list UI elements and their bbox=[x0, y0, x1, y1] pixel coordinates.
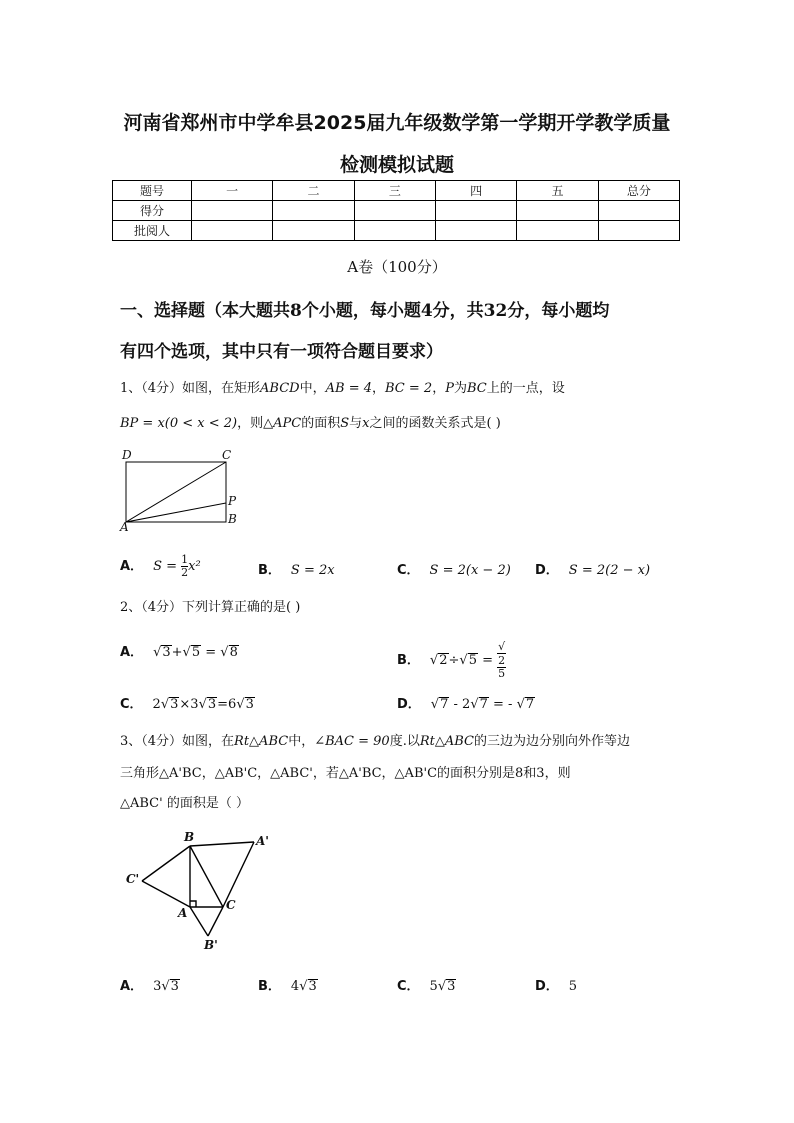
score-input-cell[interactable] bbox=[435, 221, 516, 241]
option-math: x² bbox=[188, 559, 201, 574]
volume-label: A卷（100分） bbox=[347, 258, 447, 276]
q3-stem-line2: 三角形△A'BC，△AB'C，△ABC'，若△A'BC，△AB'C的面积分别是8和3，则 bbox=[120, 766, 571, 781]
table-cell: 四 bbox=[435, 181, 516, 201]
score-input-cell[interactable] bbox=[354, 201, 435, 221]
q1-math: S bbox=[340, 416, 350, 431]
table-cell: 五 bbox=[517, 181, 598, 201]
q3-math: Rt△ABC bbox=[419, 734, 474, 749]
q1-math: APC bbox=[273, 416, 302, 431]
point-label-b: B bbox=[228, 512, 237, 526]
q3-option-c[interactable]: C． 5√3 bbox=[397, 979, 456, 994]
radicand: 2 bbox=[439, 653, 448, 668]
right-angle-mark bbox=[190, 901, 196, 907]
q1-text: 上的一点，设 bbox=[486, 381, 565, 396]
score-input-cell[interactable] bbox=[435, 201, 516, 221]
doc-title-line2: 检测模拟试题 bbox=[339, 154, 454, 176]
point-label-a-prime: A' bbox=[256, 834, 269, 848]
q1-text: 为 bbox=[453, 381, 467, 396]
score-input-cell[interactable] bbox=[192, 201, 273, 221]
q1-math: ABCD bbox=[260, 381, 300, 396]
score-table bbox=[112, 180, 680, 241]
radicand: 3 bbox=[162, 645, 171, 660]
radicand: 3 bbox=[207, 697, 217, 712]
operator: + bbox=[171, 645, 183, 660]
table-cell: 批阅人 bbox=[113, 221, 192, 241]
q2-stem: 2、（4分）下列计算正确的是( ) bbox=[120, 600, 301, 615]
q1-option-c[interactable] bbox=[397, 559, 511, 578]
q1-math: AB = 4 bbox=[325, 381, 372, 396]
q1-text: ， bbox=[372, 381, 386, 396]
q3-text: 度.以 bbox=[389, 734, 420, 749]
q3-text: 中， bbox=[288, 734, 315, 749]
operator: ÷ bbox=[448, 653, 460, 668]
option-math: S = bbox=[153, 559, 177, 574]
reviewer-row bbox=[113, 221, 680, 241]
point-label-d: D bbox=[122, 448, 132, 462]
segment-b1c bbox=[208, 907, 223, 936]
q3-math: ∠BAC = 90 bbox=[314, 734, 390, 749]
option-value: 5 bbox=[568, 979, 578, 994]
coefficient: 2 bbox=[152, 697, 161, 712]
segment-bc1 bbox=[142, 846, 190, 881]
coefficient: 5 bbox=[429, 979, 438, 994]
option-math: S = 2(2 − x) bbox=[568, 563, 651, 578]
radicand: 7 bbox=[440, 697, 449, 712]
point-label-c: C bbox=[226, 898, 236, 912]
q1-text: ， bbox=[432, 381, 446, 396]
option-letter: D． bbox=[535, 563, 559, 578]
option-letter: A． bbox=[120, 979, 144, 994]
operator: ×3 bbox=[179, 697, 199, 712]
option-letter: D． bbox=[397, 697, 421, 712]
point-label-a: A bbox=[120, 520, 129, 534]
q1-text: 的面积 bbox=[301, 416, 341, 431]
option-math: S = 2(x − 2) bbox=[429, 563, 511, 578]
q1-option-a[interactable] bbox=[120, 554, 201, 579]
q1-figure bbox=[116, 446, 246, 536]
q2-option-c[interactable]: C． 2√3×3√3=6√3 bbox=[120, 697, 254, 712]
option-letter: B． bbox=[397, 653, 420, 668]
radicand: 3 bbox=[447, 979, 456, 994]
q1-math: x bbox=[362, 416, 370, 431]
q2-option-a[interactable]: A． √3+√5 = √8 bbox=[120, 645, 238, 660]
score-input-cell[interactable] bbox=[598, 221, 679, 241]
score-input-cell[interactable] bbox=[354, 221, 435, 241]
option-letter: B． bbox=[258, 563, 281, 578]
segment-ab1 bbox=[190, 907, 208, 936]
coefficient: 4 bbox=[290, 979, 300, 994]
fraction-denominator: 5 bbox=[498, 667, 506, 680]
radicand: 8 bbox=[229, 645, 238, 660]
point-label-a: A bbox=[178, 906, 188, 920]
score-input-cell[interactable] bbox=[273, 201, 354, 221]
section1-line1: 一、选择题（本大题共8个小题，每小题4分，共32分，每小题均 bbox=[120, 301, 610, 321]
q1-option-b[interactable] bbox=[258, 559, 335, 578]
q3-figure bbox=[120, 826, 280, 956]
point-label-c-prime: C' bbox=[126, 872, 140, 886]
radicand: 5 bbox=[191, 645, 201, 660]
q3-text: 3、（4分）如图，在 bbox=[120, 734, 235, 749]
fraction-numerator: √ 2 bbox=[498, 640, 506, 667]
radicand: 3 bbox=[170, 979, 179, 994]
q3-stem-line1 bbox=[120, 730, 630, 749]
score-input-cell[interactable] bbox=[517, 221, 598, 241]
table-cell: 三 bbox=[354, 181, 435, 201]
q1-text: 中， bbox=[299, 381, 326, 396]
q1-text: 1、（4分）如图，在矩形 bbox=[120, 381, 261, 396]
option-letter: C． bbox=[397, 563, 420, 578]
q3-stem-line3: △ABC' 的面积是（ ） bbox=[120, 796, 249, 811]
radicand: 7 bbox=[525, 697, 535, 712]
radicand: 3 bbox=[245, 697, 254, 712]
q1-math: P bbox=[445, 381, 454, 396]
q1-stem-line1 bbox=[120, 377, 565, 396]
operator: =6 bbox=[217, 697, 237, 712]
q3-text: 的三边为边分别向外作等边 bbox=[473, 734, 630, 749]
score-input-cell[interactable] bbox=[273, 221, 354, 241]
q1-text: 之间的函数关系式是( ) bbox=[369, 416, 501, 431]
q1-option-d[interactable] bbox=[535, 559, 650, 578]
radicand: 3 bbox=[170, 697, 179, 712]
q1-math: BC bbox=[466, 381, 487, 396]
q1-text: 与 bbox=[349, 416, 363, 431]
point-label-c: C bbox=[222, 448, 232, 462]
option-letter: C． bbox=[120, 697, 143, 712]
doc-title-line1: 河南省郑州市中学牟县2025届九年级数学第一学期开学教学质量 bbox=[123, 112, 671, 134]
q1-text: ，则△ bbox=[237, 416, 274, 431]
q3-option-d[interactable] bbox=[535, 975, 577, 994]
radicand: 7 bbox=[479, 697, 488, 712]
radicand: 5 bbox=[468, 653, 477, 668]
option-letter: B． bbox=[258, 979, 281, 994]
operator: = bbox=[205, 645, 217, 660]
table-cell: 一 bbox=[192, 181, 273, 201]
radicand: 2 bbox=[498, 654, 506, 667]
point-label-b: B bbox=[184, 830, 195, 844]
operator: = - bbox=[488, 697, 513, 712]
option-math: S = 2x bbox=[290, 563, 335, 578]
coefficient: 3 bbox=[153, 979, 162, 994]
fraction bbox=[497, 641, 506, 680]
score-table-header-row bbox=[113, 181, 680, 201]
operator: - 2 bbox=[449, 697, 471, 712]
option-letter: A． bbox=[120, 559, 144, 574]
option-letter: D． bbox=[535, 979, 559, 994]
section1-line2: 有四个选项，其中只有一项符合题目要求） bbox=[120, 342, 443, 362]
q2-option-b[interactable]: B． √2÷√5 = √ 2 5 bbox=[397, 640, 506, 680]
table-cell: 二 bbox=[273, 181, 354, 201]
segment-bc bbox=[190, 846, 223, 907]
q3-option-b[interactable]: B． 4√3 bbox=[258, 979, 317, 994]
fraction-numerator: 1 bbox=[181, 553, 189, 566]
q1-math: BC = 2 bbox=[385, 381, 433, 396]
radicand: 3 bbox=[308, 979, 317, 994]
option-letter: A． bbox=[120, 645, 144, 660]
option-letter: C． bbox=[397, 979, 420, 994]
q2-option-d[interactable]: D． √7 - 2√7 = - √7 bbox=[397, 697, 535, 712]
table-cell: 题号 bbox=[113, 181, 192, 201]
score-row bbox=[113, 201, 680, 221]
score-input-cell[interactable] bbox=[517, 201, 598, 221]
table-cell: 总分 bbox=[598, 181, 679, 201]
score-input-cell[interactable] bbox=[598, 201, 679, 221]
q3-option-a[interactable]: A． 3√3 bbox=[120, 979, 179, 994]
segment-c1a bbox=[142, 881, 190, 907]
q1-stem-line2 bbox=[120, 412, 501, 431]
point-label-b-prime: B' bbox=[204, 938, 218, 952]
table-cell: 得分 bbox=[113, 201, 192, 221]
q3-math: Rt△ABC bbox=[234, 734, 289, 749]
operator: = bbox=[482, 653, 494, 668]
point-label-p: P bbox=[228, 494, 237, 508]
fraction-denominator: 2 bbox=[181, 566, 189, 579]
segment-ba1 bbox=[190, 842, 254, 846]
score-input-cell[interactable] bbox=[192, 221, 273, 241]
q1-math: BP = x(0 < x < 2) bbox=[120, 416, 238, 431]
